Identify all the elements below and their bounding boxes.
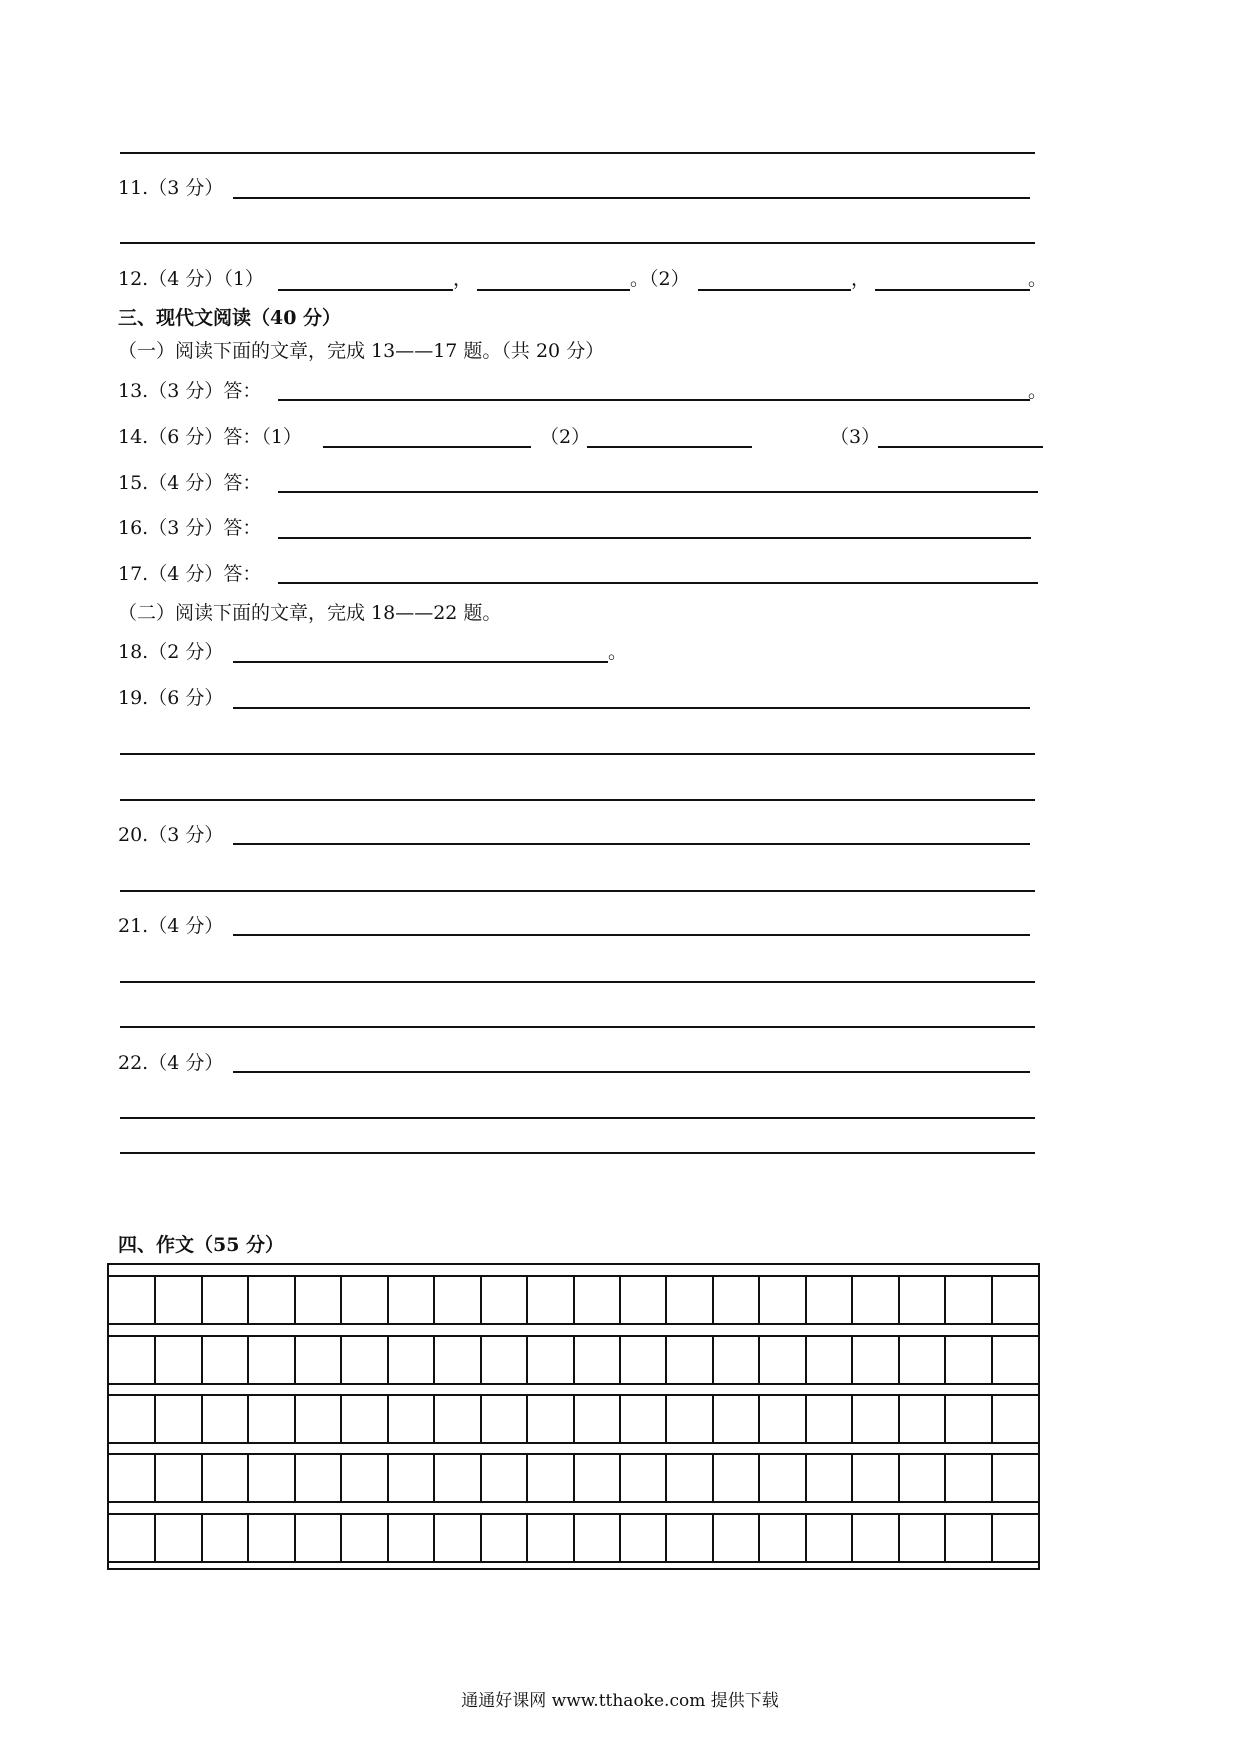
essay-grid[interactable] — [107, 1263, 1040, 1570]
question-11-label: 11.（3 分） — [118, 177, 224, 199]
essay-grid-cell[interactable] — [294, 1396, 296, 1442]
q14-part-2: （2） — [540, 426, 591, 448]
q14-blank-2[interactable] — [587, 446, 752, 448]
essay-grid-cell[interactable] — [201, 1277, 203, 1323]
essay-grid-cell[interactable] — [758, 1455, 760, 1501]
q16-answer-line[interactable] — [278, 537, 1031, 539]
essay-grid-cell[interactable] — [247, 1337, 249, 1383]
essay-grid-cell[interactable] — [340, 1515, 342, 1561]
essay-grid-cell[interactable] — [619, 1337, 621, 1383]
essay-grid-cell[interactable] — [898, 1515, 900, 1561]
q12-end: 。 — [1028, 268, 1048, 290]
q12-blank-2[interactable] — [477, 289, 630, 291]
q17-answer-line[interactable] — [278, 582, 1038, 584]
essay-grid-cell[interactable] — [991, 1396, 993, 1442]
q21-answer-line-2[interactable] — [120, 981, 1035, 983]
essay-grid-cell[interactable] — [480, 1515, 482, 1561]
essay-grid-cell[interactable] — [526, 1277, 528, 1323]
question-16-label: 16.（3 分）答： — [118, 517, 262, 539]
essay-grid-cell[interactable] — [665, 1515, 667, 1561]
q19-answer-line-2[interactable] — [120, 753, 1035, 755]
essay-grid-cell[interactable] — [154, 1396, 156, 1442]
essay-grid-cell[interactable] — [665, 1277, 667, 1323]
essay-grid-cell[interactable] — [944, 1455, 946, 1501]
question-14-label: 14.（6 分）答：（1） — [118, 426, 302, 448]
essay-grid-cell[interactable] — [991, 1455, 993, 1501]
q11-answer-line-2[interactable] — [120, 242, 1035, 244]
essay-grid-cell[interactable] — [805, 1277, 807, 1323]
q19-answer-line-3[interactable] — [120, 799, 1035, 801]
essay-grid-cell[interactable] — [154, 1515, 156, 1561]
essay-grid-cell[interactable] — [665, 1455, 667, 1501]
essay-grid-cell[interactable] — [247, 1396, 249, 1442]
q12-comma-2: ， — [851, 268, 871, 290]
essay-grid-cell[interactable] — [991, 1337, 993, 1383]
essay-grid-cell[interactable] — [480, 1337, 482, 1383]
section-3-title: 三、现代文阅读（40 分） — [118, 307, 342, 329]
essay-grid-cell[interactable] — [573, 1337, 575, 1383]
essay-grid-cell[interactable] — [991, 1515, 993, 1561]
essay-grid-cell[interactable] — [526, 1337, 528, 1383]
essay-grid-cell[interactable] — [758, 1337, 760, 1383]
essay-grid-cell[interactable] — [944, 1337, 946, 1383]
essay-grid-row — [109, 1394, 1038, 1444]
essay-grid-cell[interactable] — [526, 1396, 528, 1442]
essay-grid-cell[interactable] — [665, 1337, 667, 1383]
essay-grid-cell[interactable] — [387, 1277, 389, 1323]
essay-grid-cell[interactable] — [294, 1337, 296, 1383]
essay-grid-cell[interactable] — [433, 1515, 435, 1561]
q20-answer-line-2[interactable] — [120, 890, 1035, 892]
essay-grid-cell[interactable] — [294, 1455, 296, 1501]
essay-grid-cell[interactable] — [387, 1396, 389, 1442]
essay-grid-row — [109, 1275, 1038, 1325]
essay-grid-cell[interactable] — [387, 1515, 389, 1561]
essay-grid-cell[interactable] — [758, 1277, 760, 1323]
essay-grid-cell[interactable] — [247, 1515, 249, 1561]
essay-grid-row — [109, 1335, 1038, 1385]
essay-grid-cell[interactable] — [387, 1455, 389, 1501]
q12-comma-1: ， — [453, 268, 473, 290]
essay-grid-cell[interactable] — [573, 1396, 575, 1442]
essay-grid-cell[interactable] — [898, 1396, 900, 1442]
essay-grid-cell[interactable] — [294, 1515, 296, 1561]
essay-grid-cell[interactable] — [247, 1277, 249, 1323]
essay-grid-cell[interactable] — [665, 1396, 667, 1442]
q12-blank-1[interactable] — [278, 289, 453, 291]
essay-grid-cell[interactable] — [526, 1455, 528, 1501]
essay-grid-cell[interactable] — [433, 1277, 435, 1323]
essay-grid-cell[interactable] — [712, 1455, 714, 1501]
essay-grid-cell[interactable] — [433, 1337, 435, 1383]
essay-grid-cell[interactable] — [712, 1396, 714, 1442]
essay-grid-cell[interactable] — [898, 1277, 900, 1323]
q13-answer-line[interactable] — [278, 399, 1030, 401]
answer-line — [120, 152, 1035, 154]
essay-grid-cell[interactable] — [898, 1337, 900, 1383]
essay-grid-cell[interactable] — [247, 1455, 249, 1501]
q18-answer-line[interactable] — [233, 661, 608, 663]
essay-grid-cell[interactable] — [851, 1455, 853, 1501]
essay-grid-cell[interactable] — [480, 1396, 482, 1442]
essay-grid-cell[interactable] — [480, 1277, 482, 1323]
essay-grid-cell[interactable] — [387, 1337, 389, 1383]
essay-grid-cell[interactable] — [619, 1396, 621, 1442]
essay-grid-cell[interactable] — [619, 1515, 621, 1561]
essay-grid-cell[interactable] — [944, 1396, 946, 1442]
essay-grid-cell[interactable] — [851, 1337, 853, 1383]
essay-grid-cell[interactable] — [573, 1277, 575, 1323]
q11-answer-line[interactable] — [233, 197, 1030, 199]
essay-grid-cell[interactable] — [944, 1277, 946, 1323]
q22-answer-line-3[interactable] — [120, 1152, 1035, 1154]
q14-part-3: （3） — [830, 426, 881, 448]
essay-grid-cell[interactable] — [851, 1515, 853, 1561]
essay-grid-cell[interactable] — [480, 1455, 482, 1501]
q21-answer-line[interactable] — [233, 934, 1030, 936]
q13-end: 。 — [1028, 380, 1048, 402]
essay-grid-cell[interactable] — [805, 1337, 807, 1383]
essay-grid-cell[interactable] — [758, 1515, 760, 1561]
question-22-label: 22.（4 分） — [118, 1052, 224, 1074]
essay-grid-cell[interactable] — [340, 1277, 342, 1323]
essay-grid-cell[interactable] — [201, 1337, 203, 1383]
essay-grid-cell[interactable] — [805, 1396, 807, 1442]
q15-answer-line[interactable] — [278, 491, 1038, 493]
essay-grid-cell[interactable] — [619, 1455, 621, 1501]
essay-grid-cell[interactable] — [712, 1337, 714, 1383]
question-15-label: 15.（4 分）答： — [118, 472, 262, 494]
question-18-label: 18.（2 分） — [118, 641, 224, 663]
q21-answer-line-3[interactable] — [120, 1026, 1035, 1028]
essay-grid-cell[interactable] — [201, 1455, 203, 1501]
footer-text: 通通好课网 www.tthaoke.com 提供下载 — [461, 1691, 779, 1711]
q22-answer-line-2[interactable] — [120, 1117, 1035, 1119]
q22-answer-line[interactable] — [233, 1071, 1030, 1073]
essay-grid-cell[interactable] — [433, 1396, 435, 1442]
essay-grid-row — [109, 1453, 1038, 1503]
essay-grid-cell[interactable] — [805, 1515, 807, 1561]
essay-grid-cell[interactable] — [712, 1277, 714, 1323]
essay-grid-cell[interactable] — [294, 1277, 296, 1323]
essay-grid-cell[interactable] — [619, 1277, 621, 1323]
question-21-label: 21.（4 分） — [118, 915, 224, 937]
q20-answer-line[interactable] — [233, 843, 1030, 845]
essay-grid-cell[interactable] — [526, 1515, 528, 1561]
question-13-label: 13.（3 分）答： — [118, 380, 262, 402]
essay-grid-cell[interactable] — [805, 1455, 807, 1501]
q12-blank-3[interactable] — [698, 289, 851, 291]
essay-grid-cell[interactable] — [154, 1277, 156, 1323]
essay-grid-cell[interactable] — [712, 1515, 714, 1561]
essay-grid-cell[interactable] — [851, 1277, 853, 1323]
question-17-label: 17.（4 分）答： — [118, 563, 262, 585]
question-19-label: 19.（6 分） — [118, 687, 224, 709]
essay-grid-cell[interactable] — [201, 1515, 203, 1561]
q18-end: 。 — [608, 641, 628, 663]
q14-blank-1[interactable] — [323, 446, 531, 448]
section-3-part-2: （二）阅读下面的文章，完成 18——22 题。 — [118, 602, 502, 624]
q19-answer-line[interactable] — [233, 707, 1030, 709]
section-4-title: 四、作文（55 分） — [118, 1234, 285, 1256]
q14-blank-3[interactable] — [878, 446, 1043, 448]
essay-grid-cell[interactable] — [154, 1455, 156, 1501]
essay-grid-cell[interactable] — [433, 1455, 435, 1501]
essay-grid-cell[interactable] — [340, 1337, 342, 1383]
q12-separator: 。（2） — [630, 268, 690, 290]
essay-grid-cell[interactable] — [758, 1396, 760, 1442]
essay-grid-cell[interactable] — [898, 1455, 900, 1501]
essay-grid-row — [109, 1513, 1038, 1563]
essay-grid-cell[interactable] — [340, 1455, 342, 1501]
essay-grid-cell[interactable] — [851, 1396, 853, 1442]
essay-grid-cell[interactable] — [991, 1277, 993, 1323]
essay-grid-cell[interactable] — [944, 1515, 946, 1561]
q12-blank-4[interactable] — [875, 289, 1030, 291]
essay-grid-cell[interactable] — [201, 1396, 203, 1442]
question-12-label: 12.（4 分）（1） — [118, 268, 264, 290]
question-20-label: 20.（3 分） — [118, 824, 224, 846]
essay-grid-cell[interactable] — [340, 1396, 342, 1442]
essay-grid-cell[interactable] — [573, 1455, 575, 1501]
essay-grid-cell[interactable] — [154, 1337, 156, 1383]
essay-grid-cell[interactable] — [573, 1515, 575, 1561]
section-3-part-1: （一）阅读下面的文章，完成 13——17 题。（共 20 分） — [118, 340, 605, 362]
